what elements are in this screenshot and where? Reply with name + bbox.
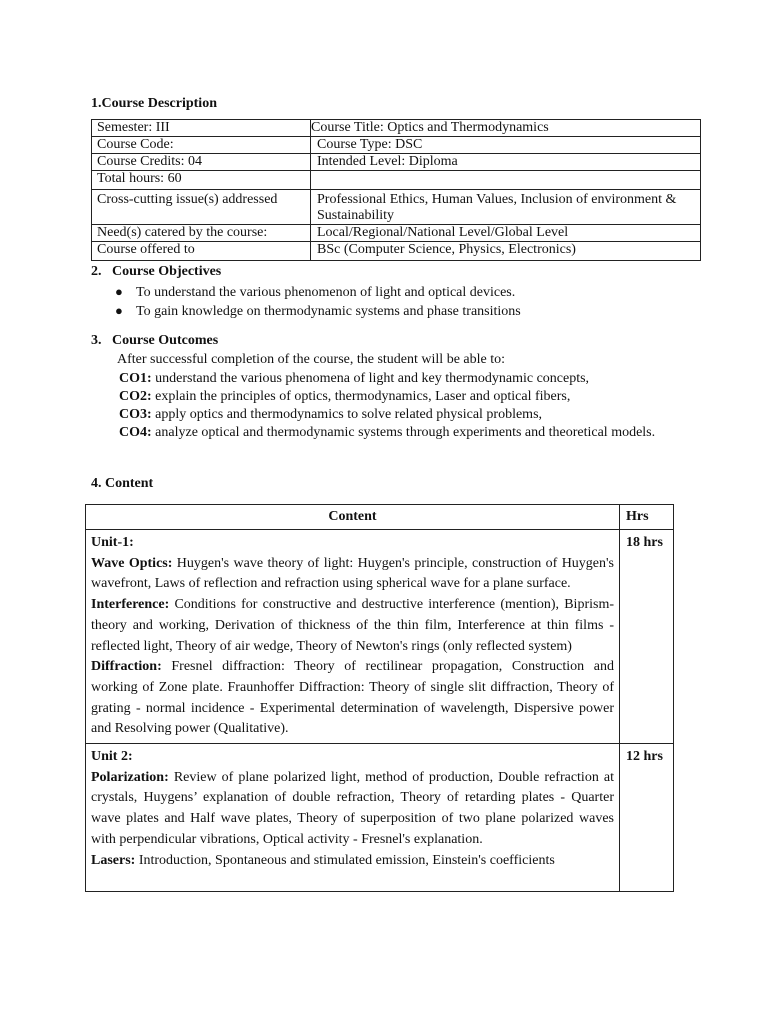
polarization-paragraph: [91, 768, 614, 851]
bullet-icon: ●: [115, 284, 123, 299]
outcome-code: CO2:: [119, 389, 152, 404]
outcome-code: CO1:: [119, 371, 152, 386]
section-1-heading: 1.Course Description: [91, 96, 217, 111]
table-row: [92, 171, 701, 190]
content-column-header: Content: [86, 505, 620, 530]
outcome-text: analyze optical and thermodynamic systems through experiments and theoretical models.: [155, 425, 656, 440]
wave-optics-text: Huygen's wave theory of light: Huygen's principle, construction of Huygen's wavefront, Laws of reflection and refraction using spherical wave for a plane surface.: [91, 555, 614, 592]
table-row: [92, 154, 701, 171]
lasers-text: Introduction, Spontaneous and stimulated emission, Einstein's coefficients: [135, 852, 555, 868]
unit-1-title: Unit-1:: [91, 535, 134, 550]
lasers-paragraph: [91, 851, 614, 872]
outcome-code: CO3:: [119, 407, 152, 422]
lasers-label: Lasers:: [91, 852, 136, 868]
table-row: [92, 137, 701, 154]
table-row: [92, 190, 701, 225]
course-credits-cell: Course Credits: 04: [92, 154, 311, 171]
offered-to-value-cell: BSc (Computer Science, Physics, Electronics): [311, 242, 701, 261]
section-2-heading: [91, 263, 221, 280]
polarization-label: Polarization:: [91, 769, 169, 785]
list-item: [115, 283, 515, 301]
section-2-title: Course Objectives: [112, 264, 222, 279]
outcome-text: understand the various phenomena of light and key thermodynamic concepts,: [155, 371, 590, 386]
empty-cell: [311, 171, 701, 190]
hrs-column-header: Hrs: [620, 505, 674, 530]
total-hours-cell: Total hours: 60: [92, 171, 311, 190]
unit-2-hrs: 12 hrs: [620, 744, 674, 892]
section-3-number: 3.: [91, 333, 102, 348]
objective-text: To understand the various phenomenon of light and optical devices.: [136, 285, 516, 300]
section-4-heading: 4. Content: [91, 476, 154, 491]
course-code-cell: Course Code:: [92, 137, 311, 154]
outcome-text: apply optics and thermodynamics to solve related physical problems,: [155, 407, 543, 422]
course-title-cell: Course Title: Optics and Thermodynamics: [311, 120, 701, 137]
table-row: [86, 530, 674, 744]
wave-optics-paragraph: [91, 554, 614, 595]
offered-to-label-cell: Course offered to: [92, 242, 311, 261]
wave-optics-label: Wave Optics:: [91, 555, 173, 571]
interference-paragraph: [91, 595, 614, 657]
cross-cutting-label-cell: Cross-cutting issue(s) addressed: [92, 190, 311, 225]
needs-value-cell: Local/Regional/National Level/Global Level: [311, 225, 701, 242]
interference-label: Interference:: [91, 597, 170, 613]
table-row: [92, 225, 701, 242]
table-header-row: [86, 505, 674, 530]
table-row: [86, 744, 674, 892]
outcomes-intro: After successful completion of the course, the student will be able to:: [117, 352, 506, 367]
unit-2-title: Unit 2:: [91, 749, 133, 765]
section-2-number: 2.: [91, 264, 102, 279]
diffraction-label: Diffraction:: [91, 659, 162, 675]
course-description-table: [91, 119, 701, 261]
needs-label-cell: Need(s) catered by the course:: [92, 225, 311, 242]
diffraction-paragraph: [91, 657, 614, 740]
bullet-icon: ●: [115, 303, 123, 318]
list-item: [115, 302, 521, 320]
semester-cell: Semester: III: [92, 120, 311, 137]
polarization-text: Review of plane polarized light, method of production, Double refraction at crystals, Huygens’ explanation of double refraction, Theory of retarding plates - Quarter wave plates and Half wave plates, Theory of superposition of two plane polarized waves with perpendicular vibrations, Optical activity - Fresnel's explanation.: [91, 769, 614, 847]
cross-cutting-value-cell: Professional Ethics, Human Values, Inclusion of environment & Sustainability: [311, 190, 701, 225]
unit-2-cell: [86, 744, 620, 892]
content-table: [85, 504, 674, 892]
intended-level-cell: Intended Level: Diploma: [311, 154, 701, 171]
section-3-heading: [91, 332, 218, 349]
outcome-code: CO4:: [119, 425, 152, 440]
table-row: [92, 242, 701, 261]
outcome-item: [119, 388, 679, 405]
unit-1-hrs: 18 hrs: [620, 530, 674, 744]
course-type-cell: Course Type: DSC: [311, 137, 701, 154]
unit-1-cell: [86, 530, 620, 744]
objective-text: To gain knowledge on thermodynamic systems and phase transitions: [136, 304, 521, 319]
table-row: [92, 120, 701, 137]
section-3-title: Course Outcomes: [112, 333, 219, 348]
diffraction-text: Fresnel diffraction: Theory of rectilinear propagation, Construction and working of Zone plate. Fraunhoffer Diffraction: Theory of single slit diffraction, Theory of grating - normal incidence - Experimental determination of wavelength, Dispersive power and Resolving power (Qualitative).: [91, 659, 614, 737]
outcome-item: [119, 406, 679, 423]
interference-text: Conditions for constructive and destructive interference (mention), Biprism-theory and working, Derivation of thickness of the thin film, Interference at thin films - reflected light, Theory of air wedge, Theory of Newton's rings (only reflected system): [91, 597, 614, 654]
outcome-text: explain the principles of optics, thermodynamics, Laser and optical fibers,: [155, 389, 571, 404]
outcome-item: [119, 370, 679, 387]
outcome-item: [119, 424, 679, 442]
